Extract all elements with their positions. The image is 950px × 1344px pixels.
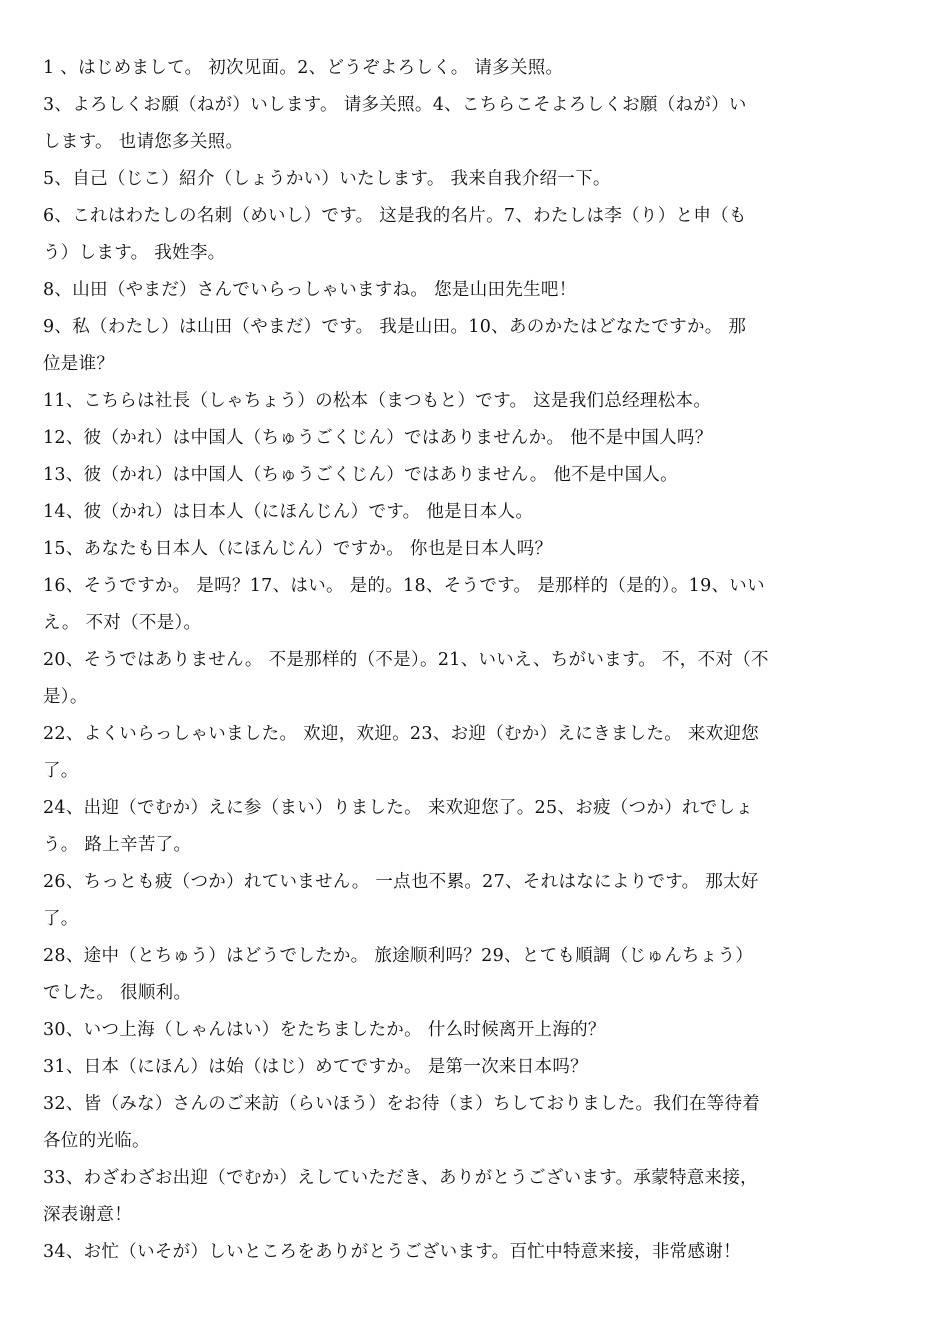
text-line: 12、彼（かれ）は中国人（ちゅうごくじん）ではありませんか。 他不是中国人吗？ [43, 428, 713, 448]
text-line: う）します。 我姓李。 [43, 243, 226, 263]
text-line: え。 不对（不是）。 [43, 613, 202, 633]
text-line: 15、あなたも日本人（にほんじん）ですか。 你也是日本人吗？ [43, 539, 553, 559]
text-line: 11、こちらは社長（しゃちょう）の松本（まつもと）です。 这是我们总经理松本。 [43, 391, 712, 411]
text-line: 26、ちっとも疲（つか）れていません。 一点也不累。27、それはなによりです。 那太好 [43, 872, 759, 892]
text-line: 33、わざわざお出迎（でむか）えしていただき、ありがとうございます。承蒙特意来接， [43, 1168, 758, 1188]
text-line: 9、私（わたし）は山田（やまだ）です。 我是山田。10、あのかたはどなたですか。 那 [43, 317, 747, 337]
text-line: 是）。 [43, 687, 88, 707]
text-line: 28、途中（とちゅう）はどうでしたか。 旅途顺利吗？29、とても順調（じゅんちょう） [43, 946, 754, 966]
text-line: 31、日本（にほん）は始（はじ）めてですか。 是第一次来日本吗？ [43, 1057, 588, 1077]
text-line: 22、よくいらっしゃいました。 欢迎，欢迎。23、お迎（むか）えにきました。 来欢迎您 [43, 724, 760, 744]
text-line: 1 、はじめまして。 初次见面。2、どうぞよろしく。 请多关照。 [43, 58, 564, 78]
text-line: 13、彼（かれ）は中国人（ちゅうごくじん）ではありません。 他不是中国人。 [43, 465, 678, 485]
text-line: 6、これはわたしの名刺（めいし）です。 这是我的名片。7、わたしは李（り）と申（も [43, 206, 747, 226]
text-line: 了。 [43, 909, 79, 929]
text-line: 16、そうですか。 是吗？17、はい。 是的。18、そうです。 是那样的（是的）。19、いい [43, 576, 765, 596]
text-line: でした。 很顺利。 [43, 983, 192, 1003]
text-line: 8、山田（やまだ）さんでいらっしゃいますね。 您是山田先生吧！ [43, 280, 577, 300]
text-line: します。 也请您多关照。 [43, 132, 244, 152]
text-line: 深表谢意！ [43, 1205, 132, 1225]
text-line: 位是谁？ [43, 354, 115, 374]
document-page [43, 50, 815, 1271]
text-line: 14、彼（かれ）は日本人（にほんじん）です。 他是日本人。 [43, 502, 534, 522]
text-line: 5、自己（じこ）紹介（しょうかい）いたします。 我来自我介绍一下。 [43, 169, 611, 189]
text-line: 各位的光临。 [43, 1131, 150, 1151]
text-line: 34、お忙（いそが）しいところをありがとうございます。百忙中特意来接，非常感谢！ [43, 1242, 741, 1262]
text-line: 20、そうではありません。 不是那样的（不是）。21、いいえ、ちがいます。 不，不对（不 [43, 650, 769, 670]
text-line: 30、いつ上海（しゃんはい）をたちましたか。 什么时候离开上海的？ [43, 1020, 606, 1040]
text-line: 3、よろしくお願（ねが）いします。 请多关照。4、こちらこそよろしくお願（ねが）い [43, 95, 747, 115]
text-line: 了。 [43, 761, 79, 781]
text-line: 24、出迎（でむか）えに参（まい）りました。 来欢迎您了。25、お疲（つか）れでしょ [43, 798, 754, 818]
text-line: う。 路上辛苦了。 [43, 835, 192, 855]
text-line: 32、皆（みな）さんのご来訪（らいほう）をお待（ま）ちしておりました。我们在等待着 [43, 1094, 761, 1114]
